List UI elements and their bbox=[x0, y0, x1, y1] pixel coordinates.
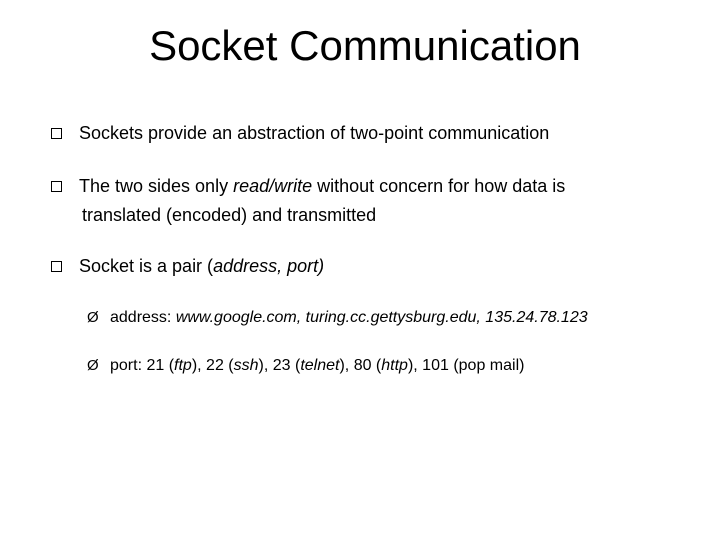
sub-bullet-text-emphasis: telnet bbox=[300, 357, 340, 374]
bullet-item bbox=[51, 119, 651, 149]
sub-bullet-text-part: port: 21 ( bbox=[110, 357, 175, 374]
sub-bullet-text-part: ), 80 ( bbox=[339, 357, 382, 374]
bullet-text bbox=[79, 172, 565, 201]
bullet-text-emphasis: address, port) bbox=[213, 256, 325, 276]
bullet-text-part: Sockets provide an abstraction of two-point communication bbox=[79, 123, 550, 143]
bullet-text-part: without concern for how data is bbox=[312, 176, 566, 196]
bullet-text bbox=[79, 119, 549, 148]
sub-bullet-text-emphasis: ssh bbox=[233, 357, 259, 374]
sub-bullet-text-emphasis: www.google.com, turing.cc.gettysburg.edu, 135.24.78.123 bbox=[175, 309, 588, 326]
sub-bullet-text-emphasis: http bbox=[381, 357, 408, 374]
bullet-text bbox=[79, 252, 324, 281]
sub-bullet-item bbox=[87, 354, 687, 380]
sub-bullet-text-part: ), 23 ( bbox=[258, 357, 301, 374]
slide-title: Socket Communication bbox=[149, 22, 581, 69]
bullet-text-part: Socket is a pair ( bbox=[79, 256, 214, 276]
bullet-item bbox=[51, 172, 651, 232]
sub-bullet-text bbox=[110, 354, 524, 378]
hollow-square-icon bbox=[51, 261, 62, 272]
bullet-text-part: The two sides only bbox=[79, 176, 234, 196]
arrowhead-icon: Ø bbox=[87, 357, 99, 374]
bullet-text-continuation: translated (encoded) and transmitted bbox=[82, 205, 377, 225]
bullet-text-emphasis: read/write bbox=[233, 176, 313, 196]
hollow-square-icon bbox=[51, 128, 62, 139]
sub-bullet-text-part: address: bbox=[110, 309, 176, 326]
sub-bullet-text-emphasis: ftp bbox=[174, 357, 192, 374]
sub-bullet-text-part: ), 101 (pop mail) bbox=[407, 357, 525, 374]
sub-bullet-text-part: ), 22 ( bbox=[191, 357, 234, 374]
arrowhead-icon: Ø bbox=[87, 309, 99, 326]
hollow-square-icon bbox=[51, 181, 62, 192]
sub-bullet-text bbox=[110, 306, 588, 330]
sub-bullet-item bbox=[87, 306, 687, 332]
bullet-item bbox=[51, 252, 651, 282]
